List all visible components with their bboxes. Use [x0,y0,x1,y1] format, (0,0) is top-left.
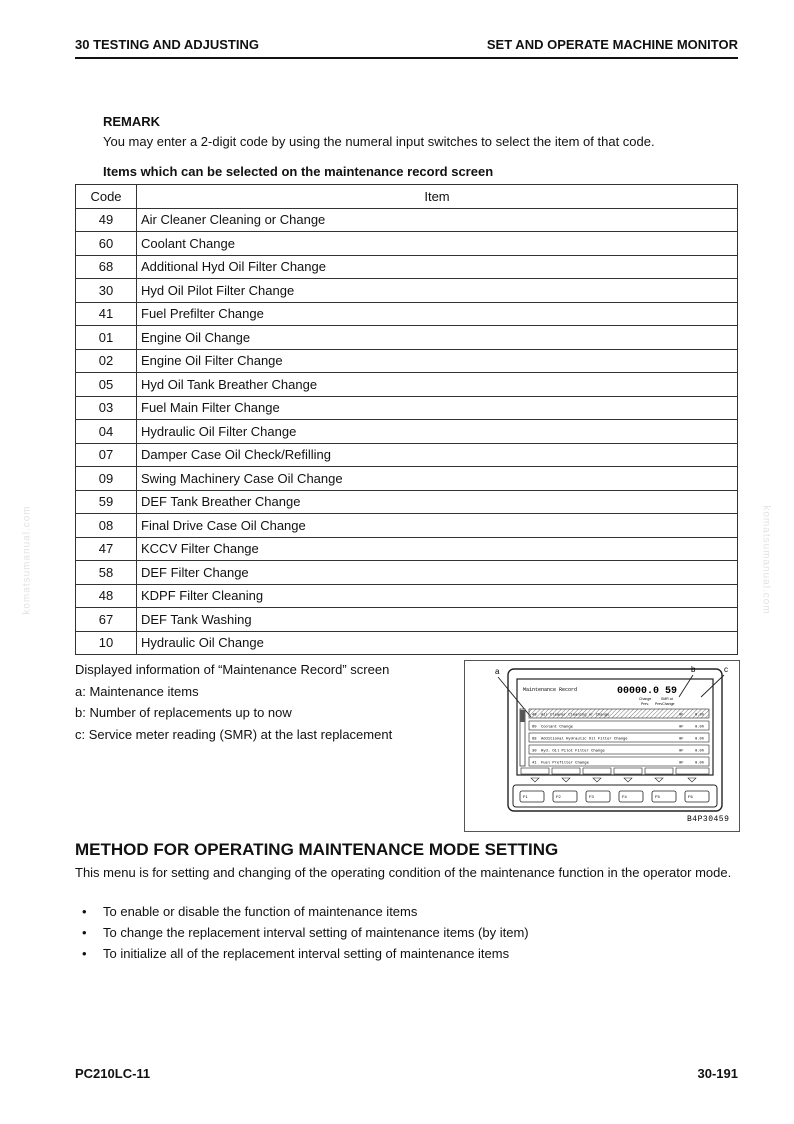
remark-title: REMARK [103,114,161,129]
screen-scroll-thumb [521,710,525,722]
code-cell: 01 [76,326,137,350]
screen-row-count: 0F [679,749,684,754]
displayed-info [75,659,392,745]
callout-b-label: b [691,665,696,674]
column-header-code: Code [76,185,137,209]
screen-row-code: 49 [532,713,537,718]
item-cell: Final Drive Case Oil Change [137,514,738,538]
screen-row-count: 0F [679,737,684,742]
item-cell: Engine Oil Filter Change [137,349,738,373]
table-row [76,420,738,444]
screen-row-smr: 0.0h [695,749,705,754]
bullet-icon: • [82,946,87,961]
item-cell: Hyd Oil Pilot Filter Change [137,279,738,303]
item-cell: Damper Case Oil Check/Refilling [137,443,738,467]
table-row [76,561,738,585]
table-row [76,443,738,467]
table-row [76,302,738,326]
header-section: 30 TESTING AND ADJUSTING [75,37,259,52]
screen-col-prevchange: PrevChange [655,702,675,706]
screen-softkey-reset-icon [645,768,673,774]
bullet-text: To initialize all of the replacement interval setting of maintenance items [103,946,510,961]
item-cell: Air Cleaner Cleaning or Change [137,208,738,232]
footer-model: PC210LC-11 [75,1066,151,1081]
function-key-label: F5 [655,794,660,799]
screen-row-name: Coolant Change [541,725,573,730]
screen-col-prev: Prev. [641,702,649,706]
method-title: METHOD FOR OPERATING MAINTENANCE MODE SETTING [75,840,559,859]
method-text: This menu is for setting and changing of the operating condition of the maintenance function in the operator mode. [75,865,732,880]
item-cell: KCCV Filter Change [137,537,738,561]
callout-a-label: a [495,667,500,676]
function-key-label: F6 [688,794,693,799]
table-row [76,208,738,232]
screen-row-name: Fuel Prefilter Change [541,761,589,766]
table-title: Items which can be selected on the maintenance record screen [103,164,494,179]
screen-row-smr: 0.0h [695,761,705,766]
list-item [75,943,529,964]
screen-title: Maintenance Record [523,687,578,693]
table-row [76,537,738,561]
code-cell: 07 [76,443,137,467]
callout-c-label: c [724,665,728,674]
watermark-right: komatsumanual.com [760,505,772,615]
item-cell: Fuel Prefilter Change [137,302,738,326]
screen-row-name: Additional Hydraulic Oil Filter Change [541,737,628,742]
item-cell: Swing Machinery Case Oil Change [137,467,738,491]
column-header-item: Item [137,185,738,209]
table-row [76,396,738,420]
item-cell: Fuel Main Filter Change [137,396,738,420]
displayed-b: b: Number of replacements up to now [75,705,292,720]
item-cell: DEF Tank Washing [137,608,738,632]
table-row [76,232,738,256]
code-cell: 47 [76,537,137,561]
item-cell: Coolant Change [137,232,738,256]
watermark-left: komatsumanual.com [21,505,33,615]
table-row [76,490,738,514]
displayed-c: c: Service meter reading (SMR) at the last replacement [75,726,393,742]
bullet-text: To enable or disable the function of maintenance items [103,904,418,919]
screen-softkey-down-icon [552,768,580,774]
code-cell: 59 [76,490,137,514]
item-cell: Hydraulic Oil Change [137,631,738,655]
item-cell: DEF Filter Change [137,561,738,585]
list-item [75,922,529,943]
screen-counter: 00000.0 59 [617,686,678,697]
code-cell: 48 [76,584,137,608]
screen-col-smr: SMR at [661,697,673,701]
code-cell: 05 [76,373,137,397]
table-row [76,584,738,608]
code-cell: 67 [76,608,137,632]
screen-row-count: 0F [679,725,684,730]
code-cell: 08 [76,514,137,538]
page-header [75,37,738,59]
monitor-illustration [465,661,739,831]
function-key-label: F4 [622,794,627,799]
screen-softkey-down-icon [583,768,611,774]
item-cell: Engine Oil Change [137,326,738,350]
item-cell: Hyd Oil Tank Breather Change [137,373,738,397]
screen-row-name: Hyd. Oil Pilot Filter Change [541,749,605,754]
screen-row-count: 0F [679,713,684,718]
method-bullets [75,901,529,964]
screen-row-code: 68 [532,737,537,742]
item-cell: KDPF Filter Cleaning [137,584,738,608]
code-cell: 04 [76,420,137,444]
item-cell: Hydraulic Oil Filter Change [137,420,738,444]
table-row [76,608,738,632]
screen-row-smr: 0.0h [695,737,705,742]
table-row [76,631,738,655]
screen-row-name: Air Cleaner Cleaning or Change [541,713,610,718]
displayed-intro: Displayed information of “Maintenance Record” screen [75,662,390,677]
table-row [76,373,738,397]
screen-softkey-up-icon [614,768,642,774]
function-key-label: F1 [523,794,528,799]
screen-col-change: Change [639,697,652,701]
table-row [76,279,738,303]
screen-row-smr: 0.0h [695,725,705,730]
code-cell: 60 [76,232,137,256]
screen-row-code: 30 [532,749,537,754]
footer-page-number: 30-191 [697,1066,738,1081]
figure-reference: B4P30459 [687,815,730,824]
screen-softkey-down-icon [521,768,549,774]
maintenance-items-table [75,184,738,655]
table-row [76,255,738,279]
function-key-label: F3 [589,794,594,799]
code-cell: 30 [76,279,137,303]
code-cell: 10 [76,631,137,655]
code-cell: 09 [76,467,137,491]
screen-row-smr: 0.0h [695,713,705,718]
code-cell: 03 [76,396,137,420]
screen-row-code: 41 [532,761,537,766]
code-cell: 68 [76,255,137,279]
screen-row-code: 60 [532,725,537,730]
list-item [75,901,529,922]
remark-text: You may enter a 2-digit code by using the numeral input switches to select the item of that code. [103,134,655,149]
table-header-row [76,185,738,209]
bullet-icon: • [82,925,87,940]
displayed-a: a: Maintenance items [75,683,199,699]
bullet-icon: • [82,904,87,919]
function-key-label: F2 [556,794,561,799]
screen-softkey-enter-icon [676,768,709,774]
code-cell: 41 [76,302,137,326]
code-cell: 49 [76,208,137,232]
table-row [76,326,738,350]
monitor-figure [464,660,740,832]
item-cell: DEF Tank Breather Change [137,490,738,514]
screen-row-count: 0F [679,761,684,766]
item-cell: Additional Hyd Oil Filter Change [137,255,738,279]
code-cell: 02 [76,349,137,373]
code-cell: 58 [76,561,137,585]
bullet-text: To change the replacement interval setting of maintenance items (by item) [103,925,529,940]
table-row [76,349,738,373]
table-row [76,467,738,491]
header-title: SET AND OPERATE MACHINE MONITOR [486,37,738,52]
table-row [76,514,738,538]
